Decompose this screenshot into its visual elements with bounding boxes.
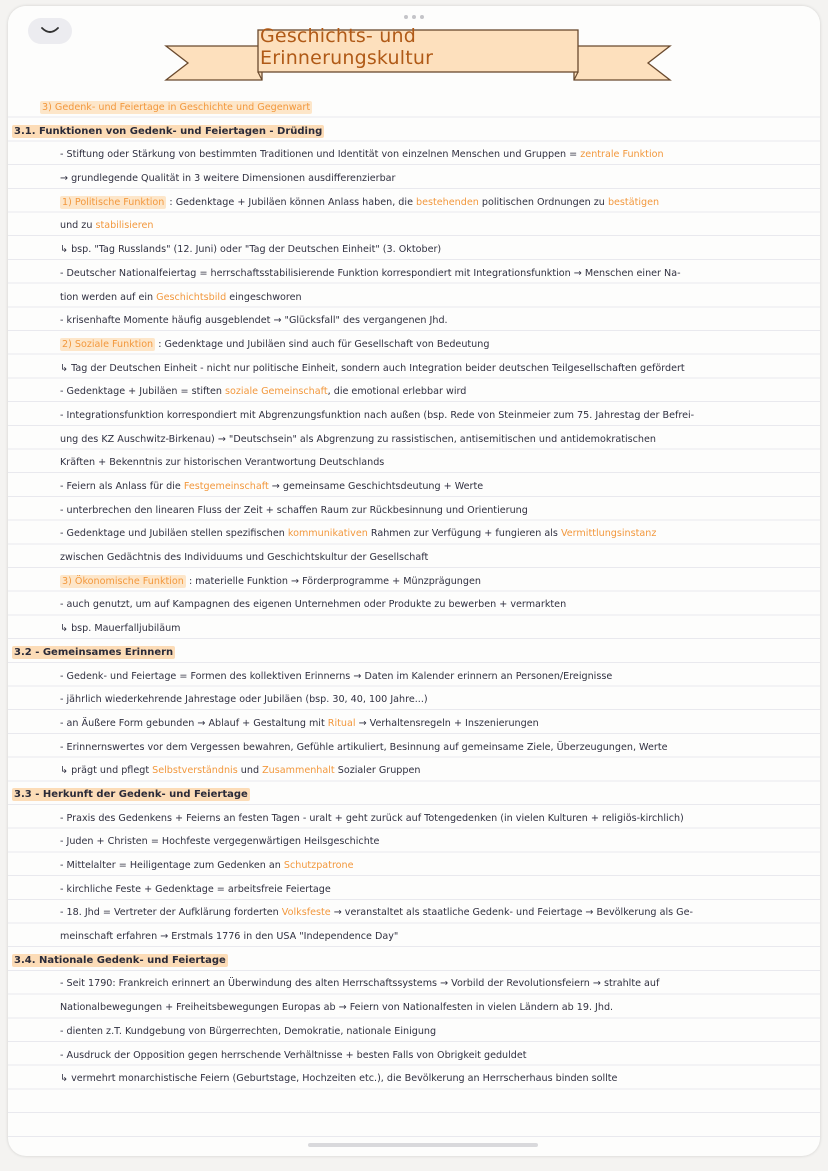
- note-text: - Erinnernswertes vor dem Vergessen bewahren, Gefühle artikuliert, Besinnung auf gemeinsame Ziele, Überzeugungen, Werte: [60, 741, 668, 753]
- note-text: → Verhaltensregeln + Inszenierungen: [355, 717, 539, 729]
- note-text: 3.3 - Herkunft der Gedenk- und Feiertage: [14, 788, 248, 800]
- note-text: - Feiern als Anlass für die: [60, 481, 184, 492]
- note-text: zwischen Gedächtnis des Individuums und Geschichtskultur der Gesellschaft: [60, 552, 429, 564]
- note-text: ↳ bsp. Mauerfalljubiläum: [60, 623, 181, 635]
- note-text: Sozialer Gruppen: [334, 765, 421, 777]
- note-text: → grundlegende Qualität in 3 weitere Dimensionen ausdifferenzierbar: [60, 173, 396, 185]
- note-text: politischen Ordnungen zu: [478, 196, 608, 208]
- note-line: [8, 191, 820, 215]
- note-text: - Gedenktage + Jubiläen = stiften: [60, 386, 226, 398]
- note-line: [8, 830, 820, 854]
- note-line: [8, 617, 820, 641]
- note-text: stabilisieren: [95, 220, 154, 232]
- note-line: [8, 878, 820, 902]
- note-text: - Gedenktage und Jubiläen stellen spezifischen: [60, 528, 288, 540]
- note-line: [8, 949, 820, 973]
- note-line: [8, 1067, 820, 1091]
- note-line: [8, 451, 820, 475]
- note-line: [8, 1020, 820, 1044]
- note-text: soziale Gemeinschaft: [225, 386, 328, 398]
- note-line: [8, 570, 820, 594]
- note-text: Nationalbewegungen + Freiheitsbewegungen Europas ab → Feiern von Nationalfesten in vielen Ländern ab 19. Jhd.: [60, 1002, 614, 1014]
- note-text: - auch genutzt, um auf Kampagnen des eigenen Unternehmen oder Produkte zu bewerben + vermarkten: [60, 599, 567, 611]
- note-text: , die emotional erlebbar wird: [327, 386, 467, 398]
- note-text: Volksfeste: [281, 907, 331, 919]
- note-text: → veranstaltet als staatliche Gedenk- und Feiertage → Bevölkerung als Ge-: [330, 907, 693, 919]
- note-text: - Deutscher Nationalfeiertag = herrschaftsstabilisierende Funktion korrespondiert mit Integrationsfunktion → Menschen einer Na-: [60, 267, 681, 279]
- note-text: 3) Gedenk- und Feiertage in Geschichte und Gegenwart: [42, 102, 311, 113]
- note-text: - Integrationsfunktion korrespondiert mit Abgrenzungsfunktion nach außen (bsp. Rede von Steinmeier zum 75. Jahrestag der Befrei-: [60, 409, 695, 421]
- note-line: [8, 499, 820, 523]
- notes-content: [8, 96, 820, 1091]
- note-text: ↳ vermehrt monarchistische Feiern (Geburtstage, Hochzeiten etc.), die Bevölkerung an Herrscherhaus binden sollte: [60, 1073, 618, 1085]
- note-text: tion werden auf ein: [60, 291, 157, 303]
- note-line: [8, 333, 820, 357]
- note-line: [8, 996, 820, 1020]
- note-text: Geschichtsbild: [156, 291, 227, 303]
- note-line: [8, 641, 820, 665]
- more-options-icon[interactable]: [404, 15, 424, 19]
- note-line: [8, 120, 820, 144]
- note-line: [8, 214, 820, 238]
- note-text: Vermittlungsinstanz: [560, 528, 657, 540]
- note-text: 1) Politische Funktion: [62, 196, 165, 208]
- note-line: [8, 759, 820, 783]
- note-line: [8, 901, 820, 925]
- note-text: ↳ bsp. "Tag Russlands" (12. Juni) oder "Tag der Deutschen Einheit" (3. Oktober): [60, 244, 442, 256]
- note-text: : materielle Funktion → Förderprogramme + Münzprägungen: [185, 575, 481, 587]
- note-line: [8, 736, 820, 760]
- note-line: [8, 143, 820, 167]
- note-line: [8, 925, 820, 949]
- note-line: [8, 665, 820, 689]
- note-line: [8, 807, 820, 831]
- note-line: [8, 854, 820, 878]
- note-text: Festgemeinschaft: [183, 481, 269, 492]
- note-text: 3.2 - Gemeinsames Erinnern: [14, 646, 174, 658]
- note-text: - Juden + Christen = Hochfeste vergegenwärtigen Heilsgeschichte: [60, 836, 380, 848]
- note-text: 3) Ökonomische Funktion: [62, 575, 184, 587]
- note-line: [8, 688, 820, 712]
- note-line: [8, 262, 820, 286]
- note-text: → gemeinsame Geschichtsdeutung + Werte: [268, 481, 484, 492]
- note-text: - an Äußere Form gebunden → Ablauf + Gestaltung mit: [60, 717, 328, 729]
- note-text: meinschaft erfahren → Erstmals 1776 in den USA "Independence Day": [60, 931, 399, 943]
- note-text: - Praxis des Gedenkens + Feierns an festen Tagen - uralt + geht zurück auf Totengedenken (in vielen Kulturen + religiös-kirchlich): [60, 812, 684, 824]
- note-text: 3.1. Funktionen von Gedenk- und Feiertagen - Drüding: [14, 125, 323, 137]
- note-line: [8, 380, 820, 404]
- back-button[interactable]: [28, 18, 72, 44]
- note-text: - jährlich wiederkehrende Jahrestage oder Jubiläen (bsp. 30, 40, 100 Jahre...): [60, 694, 428, 706]
- note-text: : Gedenktage und Jubiläen sind auch für Gesellschaft von Bedeutung: [155, 338, 490, 350]
- note-text: Zusammenhalt: [262, 765, 335, 777]
- page-title: Geschichts- und Erinnerungskultur: [260, 25, 434, 69]
- note-text: - 18. Jhd = Vertreter der Aufklärung forderten: [60, 907, 282, 919]
- note-text: Rahmen zur Verfügung + fungieren als: [367, 528, 561, 540]
- note-text: - Seit 1790: Frankreich erinnert an Überwindung des alten Herrschaftssystems → Vorbild der Revolutionsfeiern → strahlte auf: [60, 978, 660, 990]
- note-text: ↳ prägt und pflegt: [60, 765, 153, 777]
- note-line: [8, 1044, 820, 1068]
- chevron-down-icon: [41, 27, 59, 35]
- note-text: und zu: [60, 220, 96, 232]
- note-text: - Stiftung oder Stärkung von bestimmten Traditionen und Identität von einzelnen Menschen und Gruppen =: [60, 149, 581, 161]
- note-text: eingeschworen: [226, 291, 302, 303]
- note-text: bestätigen: [607, 196, 660, 208]
- note-line: [8, 783, 820, 807]
- note-line: [8, 238, 820, 262]
- note-text: - Mittelalter = Heiligentage zum Gedenken an: [60, 860, 284, 871]
- note-text: bestehenden: [416, 196, 479, 208]
- note-text: und: [237, 765, 263, 777]
- note-text: zentrale Funktion: [580, 149, 664, 161]
- home-indicator: [308, 1143, 538, 1147]
- note-text: 2) Soziale Funktion: [62, 338, 154, 350]
- note-line: [8, 309, 820, 333]
- note-text: - krisenhafte Momente häufig ausgeblendet → "Glücksfall" des vergangenen Jhd.: [60, 315, 448, 327]
- note-line: [8, 96, 820, 120]
- note-text: - kirchliche Feste + Gedenktage = arbeitsfreie Feiertage: [60, 883, 331, 895]
- note-text: - dienten z.T. Kundgebung von Bürgerrechten, Demokratie, nationale Einigung: [60, 1025, 437, 1037]
- note-line: [8, 475, 820, 499]
- note-line: [8, 972, 820, 996]
- note-page: [8, 6, 820, 1156]
- note-text: 3.4. Nationale Gedenk- und Feiertage: [14, 954, 226, 966]
- note-text: : Gedenktage + Jubiläen können Anlass haben, die: [166, 196, 417, 208]
- note-line: [8, 286, 820, 310]
- note-text: ↳ Tag der Deutschen Einheit - nicht nur politische Einheit, sondern auch Integration beider deutschen Teilgesellschaften gefördert: [60, 362, 685, 374]
- note-text: Ritual: [327, 717, 356, 729]
- note-line: [8, 404, 820, 428]
- note-text: - Gedenk- und Feiertage = Formen des kollektiven Erinnerns → Daten im Kalender erinnern an Personen/Ereignisse: [60, 670, 613, 682]
- note-line: [8, 546, 820, 570]
- note-text: - unterbrechen den linearen Fluss der Zeit + schaffen Raum zur Rückbesinnung und Orientierung: [60, 504, 528, 516]
- note-line: [8, 428, 820, 452]
- note-text: Schutzpatrone: [283, 860, 354, 871]
- note-text: kommunikativen: [287, 528, 368, 540]
- note-line: [8, 593, 820, 617]
- note-text: ung des KZ Auschwitz-Birkenau) → "Deutschsein" als Abgrenzung zu rassistischen, antisemitischen und antidemokratischen: [60, 433, 656, 445]
- note-text: Kräften + Bekenntnis zur historischen Verantwortung Deutschlands: [60, 457, 385, 469]
- note-line: [8, 167, 820, 191]
- note-line: [8, 522, 820, 546]
- note-line: [8, 357, 820, 381]
- note-line: [8, 712, 820, 736]
- note-text: Selbstverständnis: [152, 765, 238, 777]
- note-text: - Ausdruck der Opposition gegen herrschende Verhältnisse + besten Falls von Obrigkeit geduldet: [60, 1049, 527, 1061]
